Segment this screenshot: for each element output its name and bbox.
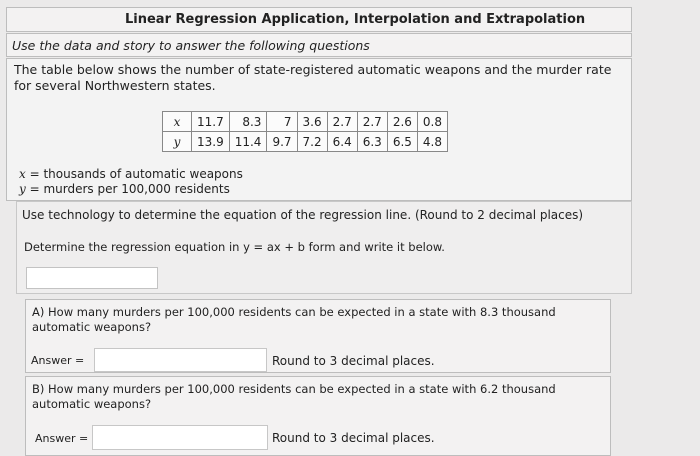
y-cell: 4.8 [417,132,447,152]
y-cell: 11.4 [229,132,267,152]
x-cell: 11.7 [192,112,230,132]
x-cell: 8.3 [229,112,267,132]
y-definition-text: = murders per 100,000 residents [25,182,230,196]
x-definition [19,167,243,182]
question-a-answer-label: Answer = [31,354,85,367]
instructions-bar [6,33,632,57]
x-cell: 3.6 [297,112,327,132]
x-row [163,112,448,132]
y-cell: 7.2 [297,132,327,152]
x-cell: 0.8 [417,112,447,132]
x-cell: 2.7 [327,112,357,132]
page-title: Linear Regression Application, Interpolation and Extrapolation [125,12,586,27]
data-panel [6,58,632,201]
y-row [163,132,448,152]
question-b-answer-label: Answer = [35,432,89,445]
intro-text: The table below shows the number of state-registered automatic weapons and the murder rate for several Northwestern states. [14,62,612,93]
x-cell: 2.6 [387,112,417,132]
x-variable: x [19,167,26,181]
y-cell: 9.7 [267,132,297,152]
y-variable: y [19,182,26,196]
equation-input[interactable] [26,267,158,289]
y-cell: 6.4 [327,132,357,152]
x-cell: 7 [267,112,297,132]
x-definition-text: = thousands of automatic weapons [25,167,243,181]
x-cell: 2.7 [357,112,387,132]
question-a-round-hint: Round to 3 decimal places. [272,354,435,368]
variable-definitions [19,167,243,197]
y-cell: 13.9 [192,132,230,152]
x-row-header: x [163,112,192,132]
question-b-answer-input[interactable] [92,425,268,450]
title-bar [6,7,632,32]
question-b-round-hint: Round to 3 decimal places. [272,431,435,445]
determine-equation-text: Determine the regression equation in y = ax + b form and write it below. [24,240,445,254]
use-technology-text: Use technology to determine the equation of the regression line. (Round to 2 decimal places) [22,208,584,222]
y-definition [19,182,243,197]
y-cell: 6.3 [357,132,387,152]
instructions-text: Use the data and story to answer the following questions [12,38,370,53]
question-a-answer-input[interactable] [94,348,267,372]
question-b-text: B) How many murders per 100,000 residents can be expected in a state with 6.2 thousand automatic weapons? [32,382,556,411]
question-a-text: A) How many murders per 100,000 residents can be expected in a state with 8.3 thousand automatic weapons? [32,305,556,334]
question-b-panel [25,376,611,456]
regression-panel [16,201,632,294]
y-row-header: y [163,132,192,152]
question-a-panel [25,299,611,373]
y-cell: 6.5 [387,132,417,152]
data-table [162,111,448,152]
